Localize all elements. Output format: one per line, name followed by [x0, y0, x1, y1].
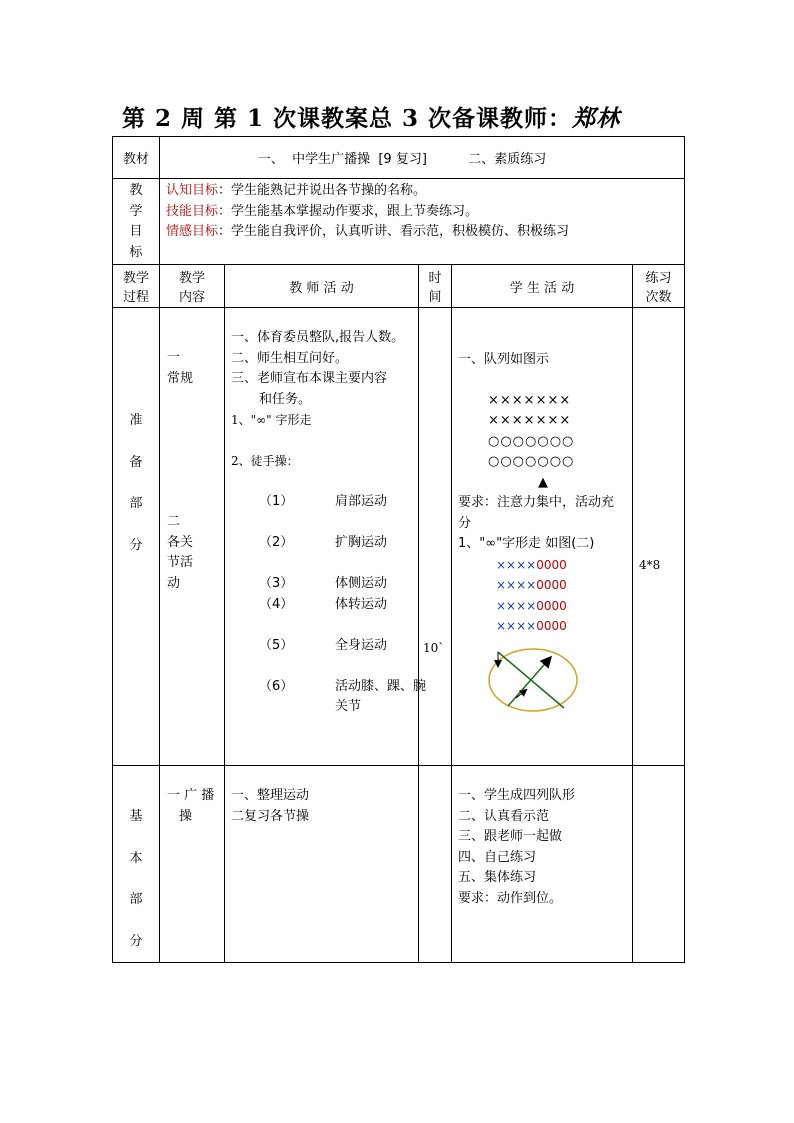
- teacher-step: 二复习各节操: [231, 808, 310, 824]
- goals-label-cell: [113, 179, 160, 265]
- exercise-name: 全身运动: [335, 637, 388, 653]
- goal-text: ：学生能熟记并说出各节操的名称。: [218, 183, 427, 198]
- goal-key: 技能目标: [166, 203, 219, 219]
- figure-zeros: 0000: [536, 619, 567, 633]
- prep-student-cell: [452, 308, 633, 766]
- basic-student-cell: [452, 766, 633, 963]
- figure-crosses: ××××: [496, 598, 537, 613]
- formation-row: ×××××××: [488, 413, 572, 428]
- exercise-num: （3）: [259, 576, 294, 591]
- goal-cognitive: [166, 181, 684, 202]
- goal-key: 认知目标: [166, 183, 219, 198]
- goals-content-cell: [160, 179, 685, 265]
- student-intro: 一、队列如图示: [458, 352, 550, 367]
- basic-label-cell: [113, 766, 160, 963]
- student-step: 要求：动作到位。: [458, 890, 563, 906]
- prep-time-cell: [419, 308, 452, 766]
- figure-crosses: ××××: [496, 557, 537, 572]
- title-main: 第 2 周 第 1 次课教案总 3 次备课教师：: [122, 105, 573, 132]
- figure-zeros: 0000: [536, 598, 567, 613]
- figure-row: [458, 596, 632, 617]
- header-text: 过程: [122, 290, 149, 305]
- header-text: 时: [428, 271, 442, 286]
- exercise-name: 关节: [335, 699, 362, 714]
- exercise-num: （5）: [259, 637, 294, 653]
- prep-practice: 4*8: [639, 558, 661, 572]
- formation-row: ○○○○○○○: [488, 454, 575, 469]
- prep-label-cell: [113, 308, 160, 766]
- student-step: 二、认真看示范: [458, 808, 550, 824]
- teacher-step: 1、"∞" 字形走: [231, 413, 312, 427]
- teacher-step: 2、徒手操：: [231, 454, 299, 468]
- exercise-item: [231, 697, 418, 718]
- student-requirement: 要求：注意力集中，活动充: [458, 495, 615, 510]
- exercise-item: [231, 677, 427, 698]
- header-practice: [633, 265, 685, 308]
- formation-row: ×××××××: [488, 392, 572, 408]
- student-requirement: 分: [458, 515, 472, 531]
- basic-label-char: 本: [129, 850, 143, 866]
- teacher-step: 和任务。: [259, 391, 312, 407]
- exercise-name: 体转运动: [335, 596, 388, 612]
- lesson-plan-table: [112, 136, 685, 963]
- student-step: 三、跟老师一起做: [458, 829, 563, 844]
- exercise-item: [231, 595, 418, 616]
- teacher-name: 郑林: [572, 106, 621, 132]
- goals-label-char: 学: [129, 203, 143, 219]
- prep-content-1: 常规: [167, 370, 194, 386]
- goals-label-char: 目: [129, 224, 143, 239]
- figure-zeros: 0000: [536, 557, 567, 572]
- exercise-name: 活动膝、踝、腕: [335, 678, 427, 694]
- header-teacher: [225, 265, 419, 308]
- student-step: 四、自己练习: [458, 849, 537, 865]
- ellipse-shape: [489, 649, 577, 711]
- formation-row: ○○○○○○○: [488, 433, 575, 449]
- header-text: 教学: [178, 271, 205, 286]
- header-content: [160, 265, 225, 308]
- page-title: [122, 100, 620, 133]
- header-student: [452, 265, 633, 308]
- prep-time: 10`: [423, 641, 445, 655]
- header-text: 间: [428, 290, 442, 305]
- teacher-step: 一、体育委员整队,报告人数。: [231, 330, 405, 345]
- header-time: [419, 265, 452, 308]
- basic-teacher-cell: [225, 766, 419, 963]
- goal-text: ：学生能自我评价，认真听讲、看示范，积极模仿、积极练习: [218, 224, 570, 239]
- goals-label-char: 教: [129, 183, 143, 198]
- exercise-item: [231, 533, 418, 554]
- prep-label-char: 分: [129, 537, 143, 553]
- teacher-step: [231, 431, 418, 452]
- goals-label-char: 标: [129, 244, 143, 260]
- header-text: 学 生 活 动: [509, 280, 575, 296]
- material-content-cell: [160, 137, 685, 179]
- teacher-marker: ▲: [538, 474, 548, 490]
- teacher-step: 二、师生相互问好。: [231, 350, 349, 366]
- basic-content: 操: [179, 808, 193, 824]
- prep-label-char: 准: [129, 413, 143, 428]
- figure-row: [458, 575, 632, 596]
- goal-skill: [166, 202, 684, 223]
- teacher-step: 三、老师宣布本课主要内容: [231, 371, 388, 386]
- figure-crosses: ××××: [496, 578, 537, 592]
- exercise-num: （6）: [259, 678, 294, 694]
- prep-practice-cell: [633, 308, 685, 766]
- exercise-name: 肩部运动: [335, 494, 388, 509]
- exercise-item: [231, 636, 418, 657]
- figure-zeros: 0000: [536, 578, 567, 592]
- exercise-item: [231, 492, 418, 513]
- prep-label-char: 部: [129, 496, 143, 511]
- prep-label-char: 备: [129, 454, 143, 470]
- header-text: 内容: [178, 290, 205, 305]
- exercise-name: 扩胸运动: [335, 535, 388, 550]
- prep-content-2: 动: [167, 575, 181, 591]
- header-process: [113, 265, 160, 308]
- material-content: 一、 中学生广播操 [9 复习] 二、素质练习: [257, 152, 547, 167]
- basic-label-char: 部: [129, 892, 143, 907]
- prep-content-cell: [160, 308, 225, 766]
- exercise-name: 体侧运动: [335, 576, 388, 591]
- exercise-item: [231, 574, 418, 595]
- basic-time-cell: [419, 766, 452, 963]
- goal-affective: [166, 222, 684, 243]
- header-text: 练习: [645, 271, 672, 286]
- prep-teacher-cell: [225, 308, 427, 766]
- material-label: 教材: [122, 152, 149, 167]
- material-label-cell: [113, 137, 160, 179]
- header-text: 次数: [645, 290, 672, 305]
- exercise-num: （1）: [259, 494, 294, 509]
- student-step: 一、学生成四列队形: [458, 788, 576, 803]
- basic-label-char: 分: [129, 933, 143, 949]
- figure-row: [458, 555, 632, 576]
- goal-key: 情感目标: [166, 224, 219, 239]
- figure-crosses: ××××: [496, 619, 537, 633]
- exercise-num: （2）: [259, 535, 294, 550]
- basic-content: 一 广 播: [167, 788, 215, 803]
- figure-eight-diagram: [486, 644, 580, 714]
- teacher-step: 一、整理运动: [231, 788, 310, 803]
- figure-caption: 1、"∞"字形走 如图(二): [458, 536, 595, 551]
- prep-content-2: 节活: [167, 555, 194, 570]
- figure-row: [458, 616, 632, 637]
- goal-text: ：学生能基本掌握动作要求，跟上节奏练习。: [218, 203, 479, 219]
- basic-label-char: 基: [129, 809, 143, 824]
- header-text: 教学: [122, 271, 149, 286]
- basic-practice-cell: [633, 766, 685, 963]
- student-step: 五、集体练习: [458, 870, 537, 885]
- prep-content-2: 各关: [167, 534, 194, 550]
- header-text: 教 师 活 动: [289, 280, 354, 296]
- prep-content-2: 二: [167, 514, 181, 529]
- prep-content-1: 一: [167, 350, 181, 365]
- basic-content-cell: [160, 766, 225, 963]
- exercise-num: （4）: [259, 596, 294, 612]
